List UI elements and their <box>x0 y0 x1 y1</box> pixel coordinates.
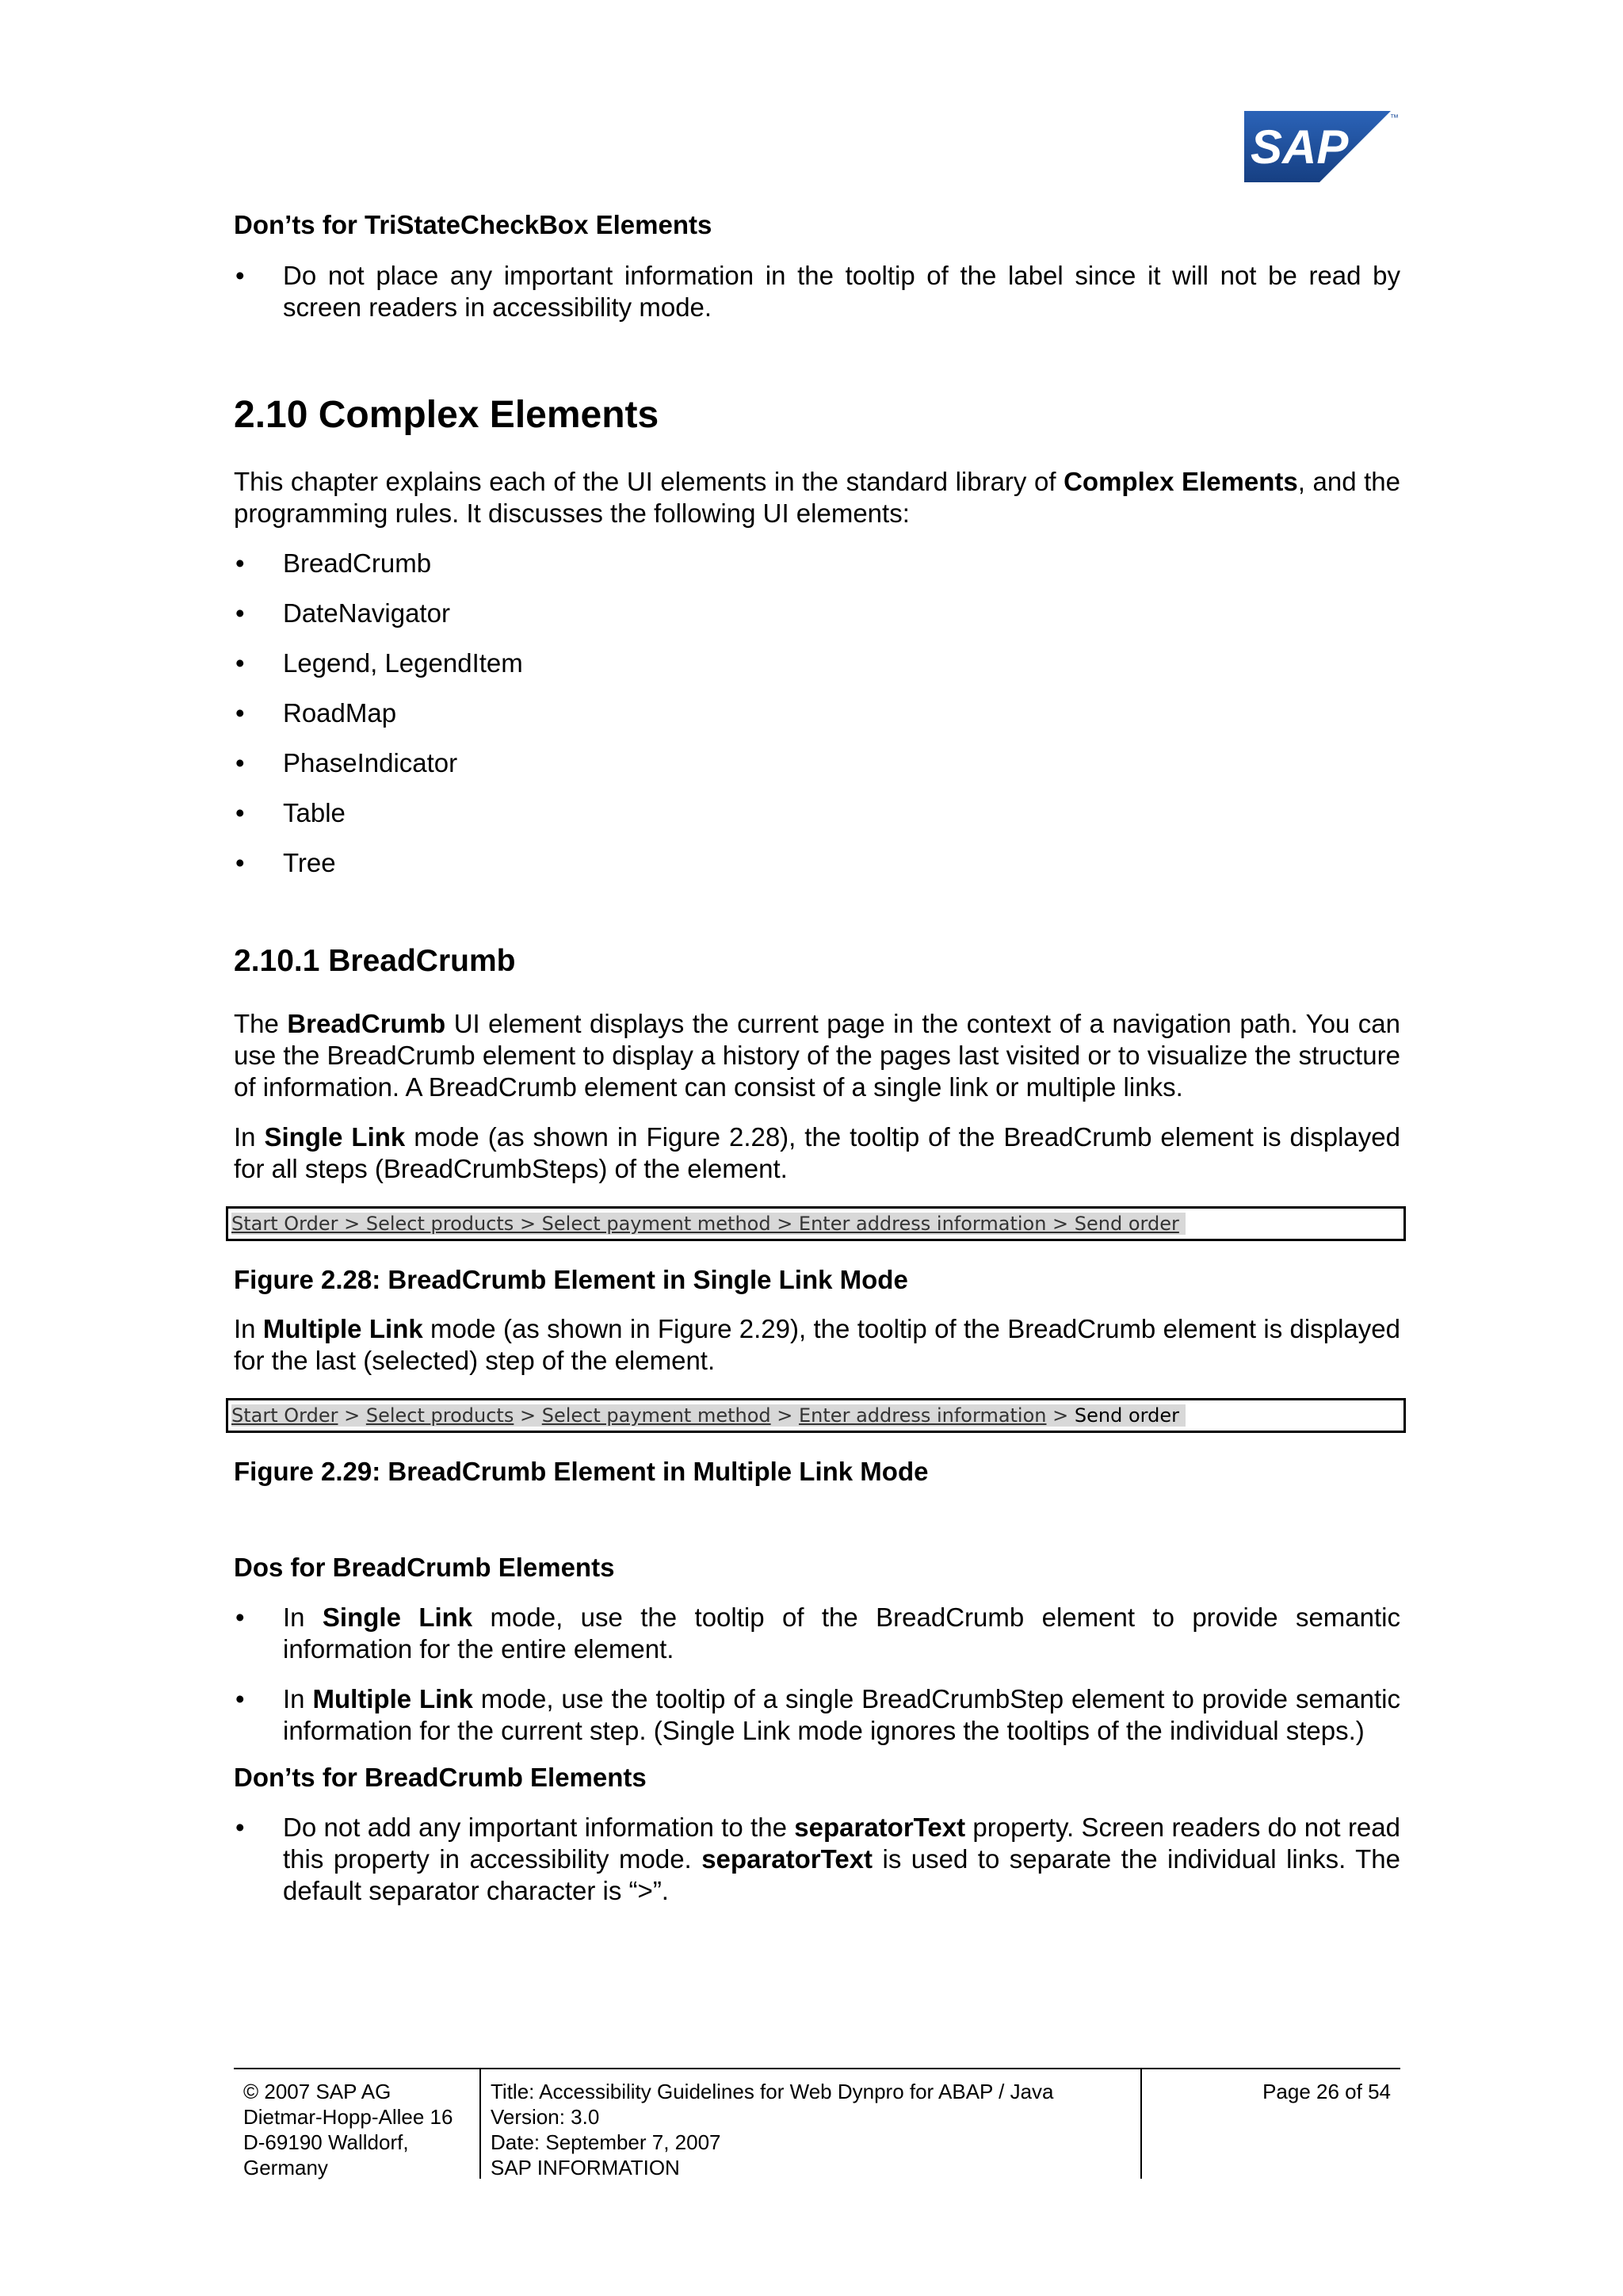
page-footer <box>234 2068 1400 2179</box>
list-item: • BreadCrumb <box>234 548 1400 579</box>
list-item: • Do not add any important information to the separatorText property. Screen readers do not read this property in accessibility mode. separatorText is used to separate the individual links. The default separator character is “>”. <box>234 1812 1400 1907</box>
main-content <box>231 209 1401 1907</box>
section-heading-breadcrumb: 2.10.1 BreadCrumb <box>234 944 516 978</box>
figure-breadcrumb-single-link <box>226 1206 1406 1241</box>
breadcrumb-separator: > <box>519 1404 537 1427</box>
breadcrumb-separator: > <box>1052 1404 1069 1427</box>
tristate-donts-heading: Don’ts for TriStateCheckBox Elements <box>234 210 712 239</box>
footer-document-info: Title: Accessibility Guidelines for Web Dynpro for ABAP / Java Version: 3.0 Date: September 7, 2007 SAP INFORMATION <box>491 2080 1054 2179</box>
footer-company: © 2007 SAP AG Dietmar-Hopp-Allee 16 D-69190 Walldorf, Germany <box>243 2080 453 2179</box>
footer-divider <box>1140 2069 1142 2179</box>
breadcrumb-separator: > <box>777 1404 793 1427</box>
breadcrumb-description: The BreadCrumb UI element displays the current page in the context of a navigation path. You can use the BreadCrumb element to display a history of the pages last visited or to visualize the structure of information. A BreadCrumb element can consist of a single link or multiple links. <box>234 1009 1400 1102</box>
list-item: • In Multiple Link mode, use the tooltip of a single BreadCrumbStep element to provide semantic information for the current step. (Single Link mode ignores the tooltips of the individual steps.) <box>234 1683 1400 1747</box>
breadcrumb-donts-heading: Don’ts for BreadCrumb Elements <box>234 1763 647 1792</box>
breadcrumb-step-link[interactable]: Start Order <box>231 1404 338 1427</box>
breadcrumb-donts-list <box>234 1812 1400 1907</box>
list-item: • Legend, LegendItem <box>234 648 1400 679</box>
list-item: • Tree <box>234 847 1400 879</box>
list-item: • In Single Link mode, use the tooltip of the BreadCrumb element to provide semantic information for the entire element. <box>234 1602 1400 1665</box>
breadcrumb-dos-list <box>234 1602 1400 1747</box>
multiple-link-description: In Multiple Link mode (as shown in Figure 2.29), the tooltip of the BreadCrumb element is displayed for the last (selected) step of the element. <box>234 1314 1400 1375</box>
breadcrumb-step-link[interactable]: Select payment method <box>541 1404 771 1427</box>
figure-caption-2-28: Figure 2.28: BreadCrumb Element in Single Link Mode <box>234 1265 908 1294</box>
list-item: • Do not place any important information in the tooltip of the label since it will not be read by screen readers in accessibility mode. <box>234 260 1400 323</box>
logo-text: SAP <box>1251 120 1349 174</box>
complex-elements-list <box>234 548 1400 879</box>
page-number: Page 26 of 54 <box>1262 2080 1391 2103</box>
figure-caption-2-29: Figure 2.29: BreadCrumb Element in Multiple Link Mode <box>234 1457 929 1486</box>
list-item: • RoadMap <box>234 697 1400 729</box>
list-item: • PhaseIndicator <box>234 747 1400 779</box>
tristate-donts-list <box>234 260 1400 323</box>
breadcrumb-separator: > <box>344 1404 361 1427</box>
logo-tm: ™ <box>1390 113 1399 123</box>
section-heading-complex: 2.10 Complex Elements <box>234 394 659 436</box>
list-item: • DateNavigator <box>234 598 1400 629</box>
breadcrumb-step-link[interactable]: Enter address information <box>799 1404 1047 1427</box>
sap-logo <box>1244 111 1403 184</box>
breadcrumb-single-link[interactable]: Start Order > Select products > Select payment method > Enter address information > Send order <box>231 1213 1186 1235</box>
footer-divider <box>479 2069 481 2179</box>
breadcrumb-step-current: Send order <box>1074 1404 1179 1427</box>
figure-breadcrumb-multiple-link <box>226 1398 1406 1433</box>
single-link-description: In Single Link mode (as shown in Figure 2.28), the tooltip of the BreadCrumb element is displayed for all steps (BreadCrumbSteps) of the element. <box>234 1122 1400 1183</box>
breadcrumb-step-link[interactable]: Select products <box>365 1404 514 1427</box>
list-item: • Table <box>234 797 1400 829</box>
complex-intro: This chapter explains each of the UI elements in the standard library of Complex Elements, and the programming rules. It discusses the following UI elements: <box>234 467 1400 528</box>
breadcrumb-dos-heading: Dos for BreadCrumb Elements <box>234 1553 615 1582</box>
breadcrumb-multiple-link <box>231 1404 1186 1427</box>
